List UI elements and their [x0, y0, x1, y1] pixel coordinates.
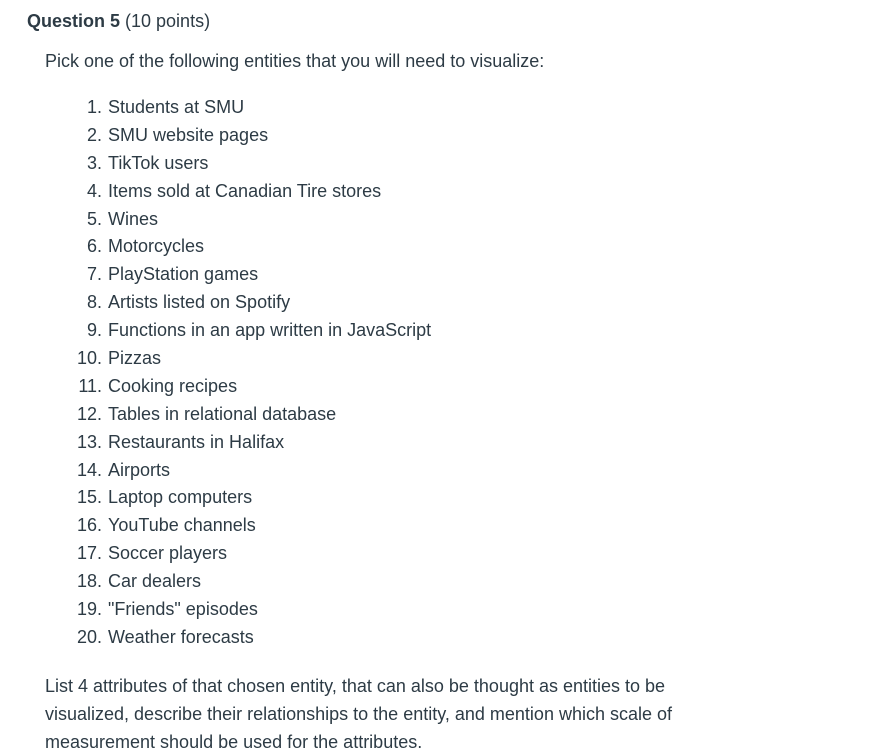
list-item [72, 568, 431, 596]
list-item [72, 317, 431, 345]
question-prompt: Pick one of the following entities that you will need to visualize: [45, 51, 545, 71]
entity-list [72, 94, 431, 652]
list-item [72, 457, 431, 485]
list-item-label: Tables in relational database [108, 403, 337, 424]
list-item-number: 4. [86, 180, 102, 201]
list-item [72, 150, 431, 178]
list-item [72, 261, 431, 289]
list-item [72, 122, 431, 150]
list-item [72, 233, 431, 261]
list-item-label: Car dealers [108, 571, 202, 592]
list-item-label: Airports [108, 459, 171, 480]
question-title: Question 5 [27, 11, 121, 31]
list-item-label: Functions in an app written in JavaScript [108, 320, 432, 341]
list-item-label: Laptop computers [108, 487, 253, 508]
list-item-label: Artists listed on Spotify [108, 292, 291, 313]
list-item-number: 1. [86, 97, 102, 117]
list-item-label: Restaurants in Halifax [108, 431, 285, 452]
list-item-number: 15. [76, 487, 102, 508]
list-item [72, 178, 431, 206]
list-item-label: "Friends" episodes [108, 599, 258, 620]
list-item-number: 16. [76, 515, 102, 536]
list-item-number: 10. [76, 348, 102, 369]
list-item-number: 20. [76, 626, 102, 647]
list-item [72, 429, 431, 457]
list-item [72, 206, 431, 234]
list-item-number: 2. [86, 124, 102, 145]
list-item-label: Pizzas [108, 348, 162, 369]
list-item-number: 6. [86, 236, 102, 257]
list-item-label: YouTube channels [108, 515, 256, 536]
list-item [72, 289, 431, 317]
list-item-number: 7. [86, 264, 102, 285]
list-item [72, 94, 431, 122]
list-item [72, 596, 431, 624]
list-item-number: 3. [86, 152, 102, 173]
list-item-label: Wines [108, 208, 159, 229]
list-item [72, 401, 431, 429]
list-item-label: SMU website pages [108, 124, 269, 145]
list-item [72, 624, 431, 652]
list-item-label: Students at SMU [108, 97, 245, 117]
list-item-label: Items sold at Canadian Tire stores [108, 180, 382, 201]
list-item [72, 512, 431, 540]
list-item-label: TikTok users [108, 152, 209, 173]
list-item-label: Weather forecasts [108, 626, 254, 647]
list-item [72, 345, 431, 373]
list-item-number: 5. [86, 208, 102, 229]
list-item-label: Cooking recipes [108, 375, 238, 396]
list-item-number: 8. [86, 292, 102, 313]
question-instructions: List 4 attributes of that chosen entity, that can also be thought as entities to be visualized, describe their relationships to the entity, and mention which scale of measurement should be used for the attributes. [45, 676, 673, 752]
list-item [72, 540, 431, 568]
list-item-number: 17. [76, 543, 102, 564]
list-item-label: PlayStation games [108, 264, 259, 285]
list-item-number: 9. [86, 320, 102, 341]
question-points: (10 points) [120, 11, 211, 31]
list-item-number: 13. [76, 431, 102, 452]
list-item-number: 11. [78, 375, 102, 396]
list-item-label: Motorcycles [108, 236, 205, 257]
list-item-number: 14. [76, 459, 102, 480]
list-item-label: Soccer players [108, 543, 228, 564]
question-header [27, 8, 210, 34]
list-item-number: 12. [76, 403, 102, 424]
list-item [72, 484, 431, 512]
list-item-number: 19. [76, 599, 102, 620]
list-item-number: 18. [76, 571, 102, 592]
list-item [72, 373, 431, 401]
